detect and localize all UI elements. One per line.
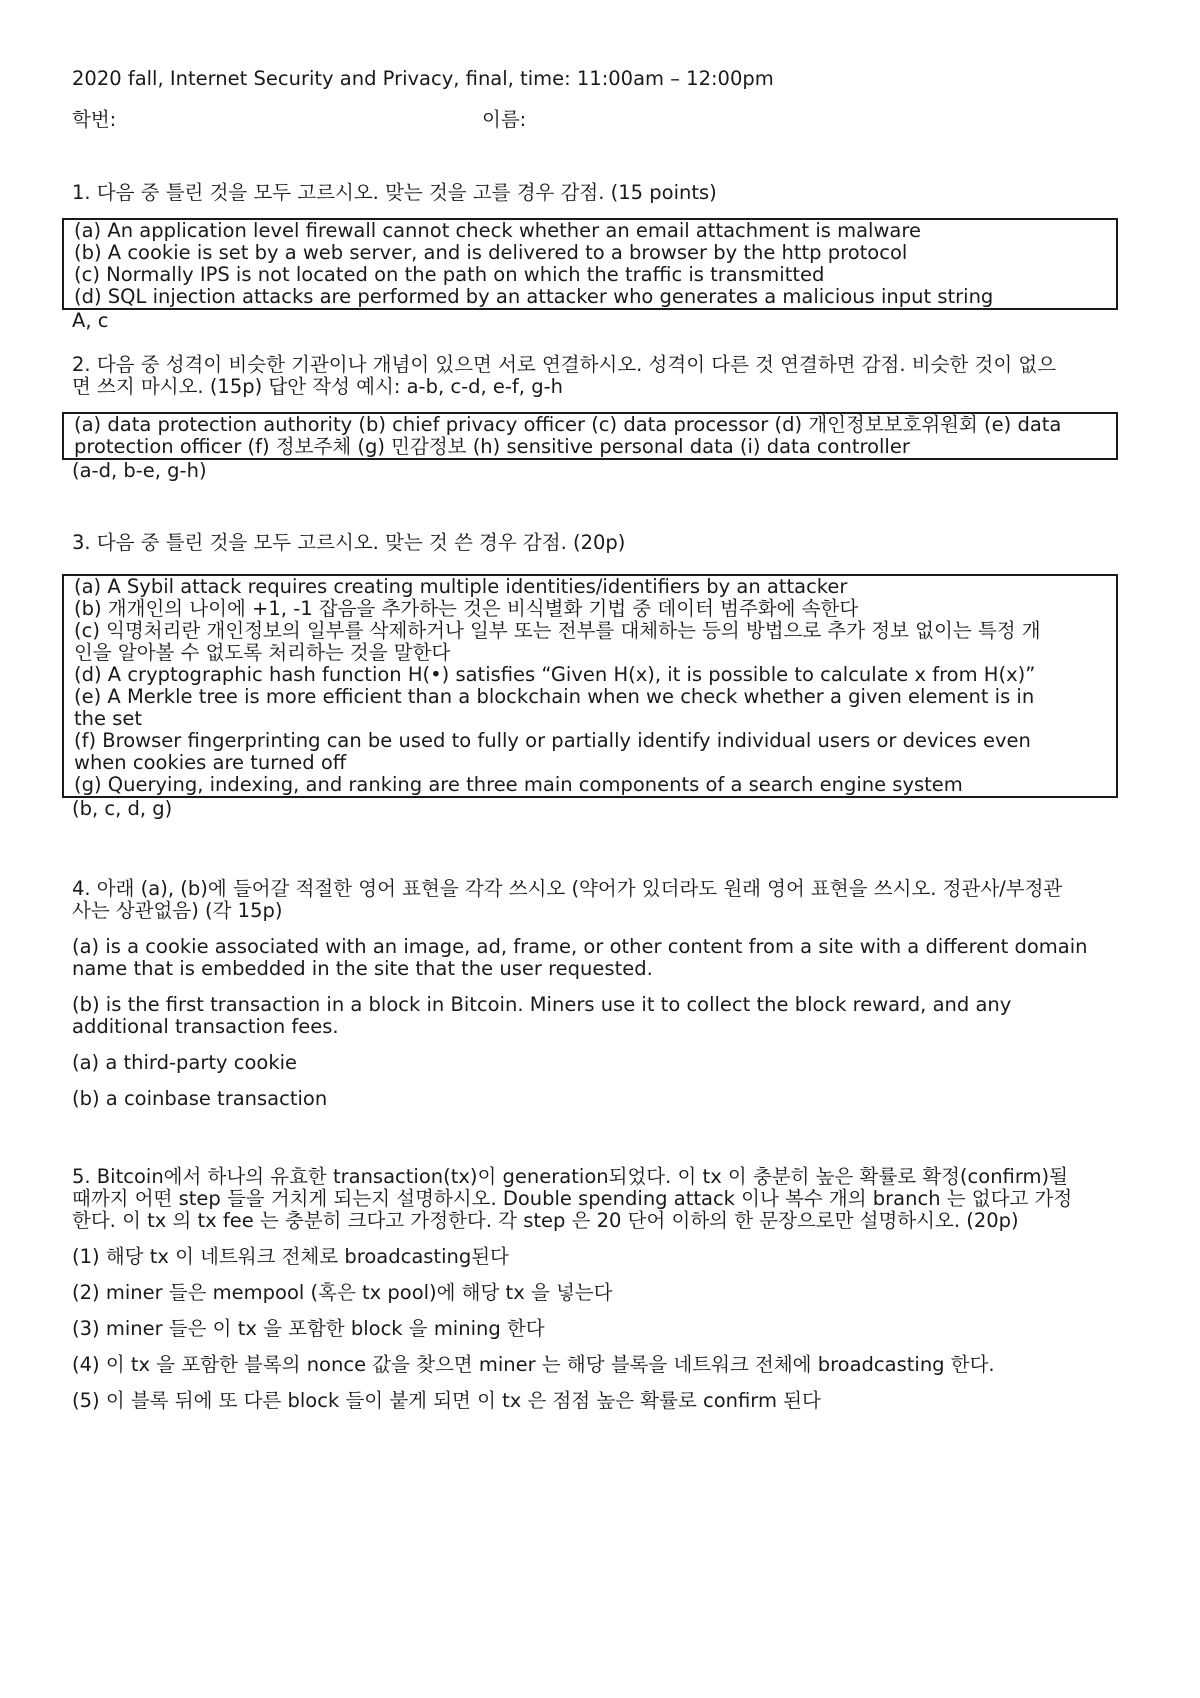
question-2-text-line2: 면 쓰지 마시오. (15p) 답안 작성 예시: a-b, c-d, e-f, g-h [72,375,563,398]
q3-line-f2: when cookies are turned off [74,751,347,774]
question-1 [72,182,1132,332]
question-3-text: 3. 다음 중 틀린 것을 모두 고르시오. 맞는 것 쓴 경우 감점. (20p) [72,531,626,554]
question-4-answer-b: (b) a coinbase transaction [72,1087,328,1110]
name-label: 이름: [482,108,527,131]
question-2-box-line2: protection officer (f) 정보주체 (g) 민감정보 (h) sensitive personal data (i) data controller [74,435,910,458]
question-2-box-line1: (a) data protection authority (b) chief privacy officer (c) data processor (d) 개인정보보호위원회 (e) data [74,413,1062,436]
question-4-b-line2: additional transaction fees. [72,1015,339,1038]
question-4-b-line1: (b) is the first transaction in a block in Bitcoin. Miners use it to collect the block reward, and any [72,993,1012,1016]
exam-page [72,68,1132,1426]
question-5-step-5: (5) 이 블록 뒤에 또 다른 block 들이 붙게 되면 이 tx 은 점점 높은 확률로 confirm 된다 [72,1389,821,1412]
q3-line-a: (a) A Sybil attack requires creating multiple identities/identifiers by an attacker [74,575,848,598]
question-4-part-a [72,936,1132,980]
option-d: (d) SQL injection attacks are performed by an attacker who generates a malicious input string [74,285,994,308]
question-3-answer: (b, c, d, g) [72,797,173,820]
question-2 [72,354,1132,482]
question-1-text: 1. 다음 중 틀린 것을 모두 고르시오. 맞는 것을 고를 경우 감점. (15 points) [72,181,717,204]
question-2-answer: (a-d, b-e, g-h) [72,459,207,482]
question-4-a-line2: name that is embedded in the site that the user requested. [72,957,653,980]
question-5-step-3: (3) miner 들은 이 tx 을 포함한 block 을 mining 한다 [72,1317,545,1340]
question-5-text-line1: 5. Bitcoin에서 하나의 유효한 transaction(tx)이 generation되었다. 이 tx 이 충분히 높은 확률로 확정(confirm)될 [72,1165,1068,1188]
question-4 [72,878,1132,1110]
question-5-step-4: (4) 이 tx 을 포함한 블록의 nonce 값을 찾으면 miner 는 해당 블록을 네트워크 전체에 broadcasting 한다. [72,1353,995,1376]
q3-line-f1: (f) Browser fingerprinting can be used to fully or partially identify individual users or devices even [74,729,1031,752]
student-info-row [72,104,1132,132]
question-2-text-line1: 2. 다음 중 성격이 비슷한 기관이나 개념이 있으면 서로 연결하시오. 성격이 다른 것 연결하면 감점. 비슷한 것이 없으 [72,353,1057,376]
question-5-step-2: (2) miner 들은 mempool (혹은 tx pool)에 해당 tx 을 넣는다 [72,1281,613,1304]
question-4-text-line2: 사는 상관없음) (각 15p) [72,899,283,922]
question-1-options-box [62,218,1118,310]
question-3 [72,532,1132,820]
q3-line-b: (b) 개개인의 나이에 +1, -1 잡음을 추가하는 것은 비식별화 기법 중 데이터 범주화에 속한다 [74,597,859,620]
exam-title: 2020 fall, Internet Security and Privacy, final, time: 11:00am – 12:00pm [72,67,774,90]
question-4-text-line1: 4. 아래 (a), (b)에 들어갈 적절한 영어 표현을 각각 쓰시오 (약어가 있더라도 원래 영어 표현을 쓰시오. 정관사/부정관 [72,877,1063,900]
q3-line-c1: (c) 익명처리란 개인정보의 일부를 삭제하거나 일부 또는 전부를 대체하는 등의 방법으로 추가 정보 없이는 특정 개 [74,619,1041,642]
question-4-answer-a: (a) a third-party cookie [72,1051,298,1074]
option-b: (b) A cookie is set by a web server, and is delivered to a browser by the http protocol [74,241,908,264]
q3-line-c2: 인을 알아볼 수 없도록 처리하는 것을 말한다 [74,641,451,664]
question-5 [72,1166,1132,1412]
q3-line-e1: (e) A Merkle tree is more efficient than a blockchain when we check whether a given element is in [74,685,1035,708]
question-1-answer: A, c [72,309,109,332]
option-c: (c) Normally IPS is not located on the path on which the traffic is transmitted [74,263,825,286]
q3-line-e2: the set [74,707,143,730]
q3-line-g: (g) Querying, indexing, and ranking are three main components of a search engine system [74,773,963,796]
option-a: (a) An application level firewall cannot check whether an email attachment is malware [74,219,921,242]
question-4-part-b [72,994,1132,1038]
q3-line-d: (d) A cryptographic hash function H(•) satisfies “Given H(x), it is possible to calculate x from H(x)” [74,663,1036,686]
question-5-text-line3: 한다. 이 tx 의 tx fee 는 충분히 크다고 가정한다. 각 step 은 20 단어 이하의 한 문장으로만 설명하시오. (20p) [72,1209,1019,1232]
question-3-options-box [62,574,1118,798]
question-5-step-1: (1) 해당 tx 이 네트워크 전체로 broadcasting된다 [72,1245,509,1268]
student-id-label: 학번: [72,108,117,131]
question-4-a-line1: (a) is a cookie associated with an image, ad, frame, or other content from a site with a different domain [72,935,1088,958]
question-5-text-line2: 때까지 어떤 step 들을 거치게 되는지 설명하시오. Double spending attack 이나 복수 개의 branch 는 없다고 가정 [72,1187,1073,1210]
question-2-options-box [62,412,1118,460]
